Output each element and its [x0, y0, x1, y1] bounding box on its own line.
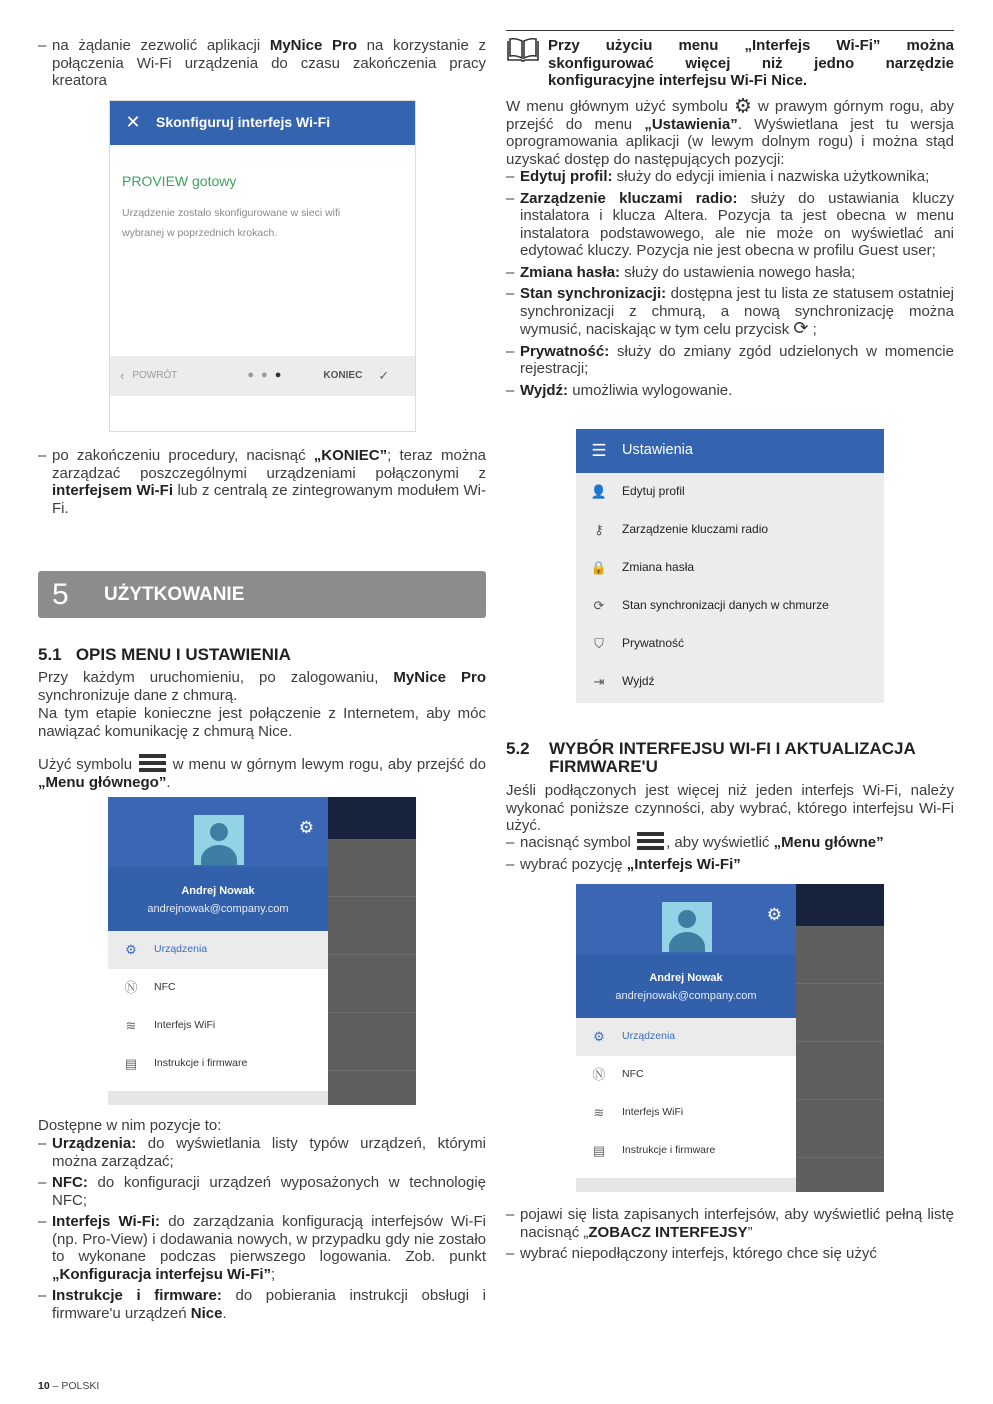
check-icon: ✓	[378, 368, 390, 384]
drawer-item-devices[interactable]: ⚙ Urządzenia	[108, 931, 328, 969]
devices-icon: ⚙	[125, 942, 137, 958]
main-menu-screenshot	[108, 797, 416, 1105]
key-icon: ⚷	[594, 522, 604, 538]
steps-list	[506, 834, 954, 877]
drawer-item-manuals[interactable]: ▤ Instrukcje i firmware	[108, 1045, 328, 1083]
list-item: – Zarządzenie kluczami radio: służy do ustawiania kluczy instalatora i klucza Altera. Pozycja ta jest obecna w menu instalatora podstawowego, ale nie może on wyświetlać ani edytować kluczy. Pozycja nie jest obecna w profilu Guest user;	[506, 190, 954, 260]
drawer-header	[108, 797, 328, 931]
subsection-heading-5-2: 5.2 WYBÓR INTERFEJSU WI-FI I AKTUALIZACJA FIRMWARE'U	[506, 739, 916, 776]
settings-screenshot	[576, 429, 884, 703]
finish-list	[38, 447, 486, 521]
list-item: – Edytuj profil: służy do edycji imienia i nazwiska użytkownika;	[506, 168, 954, 186]
wifi-icon: ≋	[593, 1105, 605, 1121]
note-text: Przy użyciu menu „Interfejs Wi-Fi” można skonfigurować więcej niż jedno narzędzie konfiguracyjne interfejsu Wi-Fi Nice.	[548, 37, 954, 89]
book-icon	[506, 37, 540, 63]
list-item: – Interfejs Wi-Fi: do zarządzania konfiguracją interfejsów Wi-Fi (np. Pro-View) i dodawania nowych, w przypadku gdy nie zostało to wykonane podczas pierwszego logowania. Zob. punkt „Konfiguracja interfejsu Wi-Fi”;	[38, 1213, 486, 1283]
gear-icon: ⚙	[733, 95, 752, 118]
list-item: – Stan synchronizacji: dostępna jest tu lista ze statusem ostatniej synchronizacji z chmurą, a nową synchronizację można wymusić, naciskając w tym celu przycisk ⟳ ;	[506, 285, 954, 339]
list-item: – wybrać pozycję „Interfejs Wi-Fi”	[506, 856, 954, 874]
paragraph: Dostępne w nim pozycje to:	[38, 1117, 222, 1134]
settings-item-logout[interactable]: ⇥ Wyjdź	[576, 663, 884, 701]
list-item: – Zmiana hasła: służy do ustawienia nowego hasła;	[506, 264, 954, 282]
nav-drawer	[108, 797, 328, 1105]
paragraph: Na tym etapie konieczne jest połączenie z Internetem, aby móc nawiązać komunikację z chmurą Nice.	[38, 705, 486, 740]
list-item: – nacisnąć symbol , aby wyświetlić „Menu główne”	[506, 834, 954, 852]
sync-icon: ⟳	[793, 318, 809, 338]
lock-icon: 🔒	[590, 560, 608, 576]
settings-title: Ustawienia	[622, 442, 693, 459]
logout-icon: ⇥	[593, 674, 605, 690]
shield-icon: ⛉	[594, 636, 604, 652]
document-icon: ▤	[124, 1056, 138, 1072]
gear-icon[interactable]: ⚙	[298, 818, 314, 837]
section-band	[38, 571, 486, 618]
list-item: – pojawi się lista zapisanych interfejsów, aby wyświetlić pełną listę nacisnąć „ZOBACZ INTERFEJSY”	[506, 1206, 954, 1241]
list-item: – Prywatność: służy do zmiany zgód udzielonych w momencie rejestracji;	[506, 343, 954, 378]
nav-drawer	[576, 884, 796, 1192]
paragraph: Użyć symbolu w menu w górnym lewym rogu, aby przejść do „Menu głównego”.	[38, 756, 486, 791]
back-button[interactable]: POWRÓT	[132, 370, 178, 382]
drawer-item-nfc[interactable]: Ⓝ NFC	[576, 1056, 796, 1094]
settings-header	[576, 429, 884, 473]
user-email: andrejnowak@company.com	[147, 903, 289, 915]
device-ready-status: PROVIEW gotowy	[122, 173, 237, 189]
document-icon: ▤	[592, 1143, 606, 1159]
paragraph: Przy każdym uruchomieniu, po zalogowaniu, MyNice Pro synchronizuje dane z chmurą.	[38, 669, 487, 704]
sync-icon: ⟳	[593, 598, 605, 614]
drawer-item-manuals[interactable]: ▤ Instrukcje i firmware	[576, 1132, 796, 1170]
note-box	[506, 30, 954, 90]
list-item: – Instrukcje i firmware: do pobierania instrukcji obsługi i firmware'u urządzeń Nice.	[38, 1287, 486, 1322]
settings-item-edit-profile[interactable]: 👤 Edytuj profil	[576, 473, 884, 511]
avatar	[662, 902, 712, 952]
drawer-item-nfc[interactable]: Ⓝ NFC	[108, 969, 328, 1007]
wifi-config-screenshot	[109, 100, 416, 432]
settings-list	[506, 168, 954, 403]
devices-icon: ⚙	[593, 1029, 605, 1045]
user-name: Andrej Nowak	[649, 972, 723, 984]
hamburger-menu-icon	[637, 832, 664, 851]
wifi-config-title: Skonfiguruj interfejs Wi-Fi	[156, 114, 331, 131]
hamburger-menu-icon	[139, 754, 166, 773]
nfc-icon: Ⓝ	[124, 980, 138, 996]
wifi-icon: ≋	[125, 1018, 137, 1034]
list-item: – Wyjdź: umożliwia wylogowanie.	[506, 382, 954, 400]
section-number: 5	[52, 577, 69, 611]
list-item: – NFC: do konfiguracji urządzeń wyposażonych w technologię NFC;	[38, 1174, 486, 1209]
user-name: Andrej Nowak	[181, 885, 255, 897]
paragraph: W menu głównym użyć symbolu ⚙ w prawym górnym rogu, aby przejść do menu „Ustawienia”. Wyświetlana jest tu wersja oprogramowania aplikacji (w lewym dolnym rogu) i można stąd uzyskać dostęp do następujących pozycji:	[506, 95, 954, 168]
gear-icon[interactable]: ⚙	[766, 905, 782, 924]
settings-item-radio-keys[interactable]: ⚷ Zarządzenie kluczami radio	[576, 511, 884, 549]
list-item: – po zakończeniu procedury, nacisnąć „KONIEC”; teraz można zarządzać poszczególnymi urządzeniami połączonymi z interfejsem Wi-Fi lub z centralą ze zintegrowanym modułem Wi-Fi.	[38, 447, 486, 517]
person-icon: 👤	[590, 484, 608, 500]
list-item: – Urządzenia: do wyświetlania listy typów urządzeń, którymi można zarządzać;	[38, 1135, 486, 1170]
wifi-config-header	[110, 101, 415, 145]
chevron-left-icon: ‹	[120, 368, 125, 384]
settings-item-sync[interactable]: ⟳ Stan synchronizacji danych w chmurze	[576, 587, 884, 625]
user-email: andrejnowak@company.com	[615, 990, 757, 1002]
page-footer: 10 – POLSKI	[38, 1380, 100, 1392]
hamburger-menu-icon[interactable]: ☰	[591, 441, 607, 461]
steps-list-2	[506, 1206, 954, 1267]
drawer-item-wifi[interactable]: ≋ Interfejs WiFi	[108, 1007, 328, 1045]
section-title: UŻYTKOWANIE	[104, 583, 245, 605]
avatar	[194, 815, 244, 865]
step-dots: ● ● ●	[247, 369, 284, 382]
settings-item-password[interactable]: 🔒 Zmiana hasła	[576, 549, 884, 587]
list-item: – na żądanie zezwolić aplikacji MyNice Pro na korzystanie z połączenia Wi-Fi urządzenia do czasu zakończenia pracy kreatora	[38, 37, 486, 90]
available-items-list	[38, 1135, 486, 1326]
finish-button[interactable]: KONIEC	[323, 370, 363, 382]
device-ready-description: Urządzenie zostało skonfigurowane w sieci wifi wybranej w poprzednich krokach.	[122, 207, 341, 239]
drawer-item-wifi[interactable]: ≋ Interfejs WiFi	[576, 1094, 796, 1132]
drawer-header	[576, 884, 796, 1018]
main-menu-screenshot	[576, 884, 884, 1192]
close-icon[interactable]: ✕	[125, 112, 141, 133]
nfc-icon: Ⓝ	[592, 1067, 606, 1083]
wizard-nav-bar	[110, 356, 415, 396]
list-item: – wybrać niepodłączony interfejs, którego chce się użyć	[506, 1245, 954, 1263]
paragraph: Jeśli podłączonych jest więcej niż jeden interfejs Wi-Fi, należy wykonać poniższe czynności, aby wybrać, którego interfejsu Wi-Fi użyć.	[506, 782, 954, 834]
drawer-item-devices[interactable]: ⚙ Urządzenia	[576, 1018, 796, 1056]
subsection-heading-5-1: 5.1 OPIS MENU I USTAWIENIA	[38, 645, 291, 664]
settings-item-privacy[interactable]: ⛉ Prywatność	[576, 625, 884, 663]
intro-list	[38, 37, 486, 94]
